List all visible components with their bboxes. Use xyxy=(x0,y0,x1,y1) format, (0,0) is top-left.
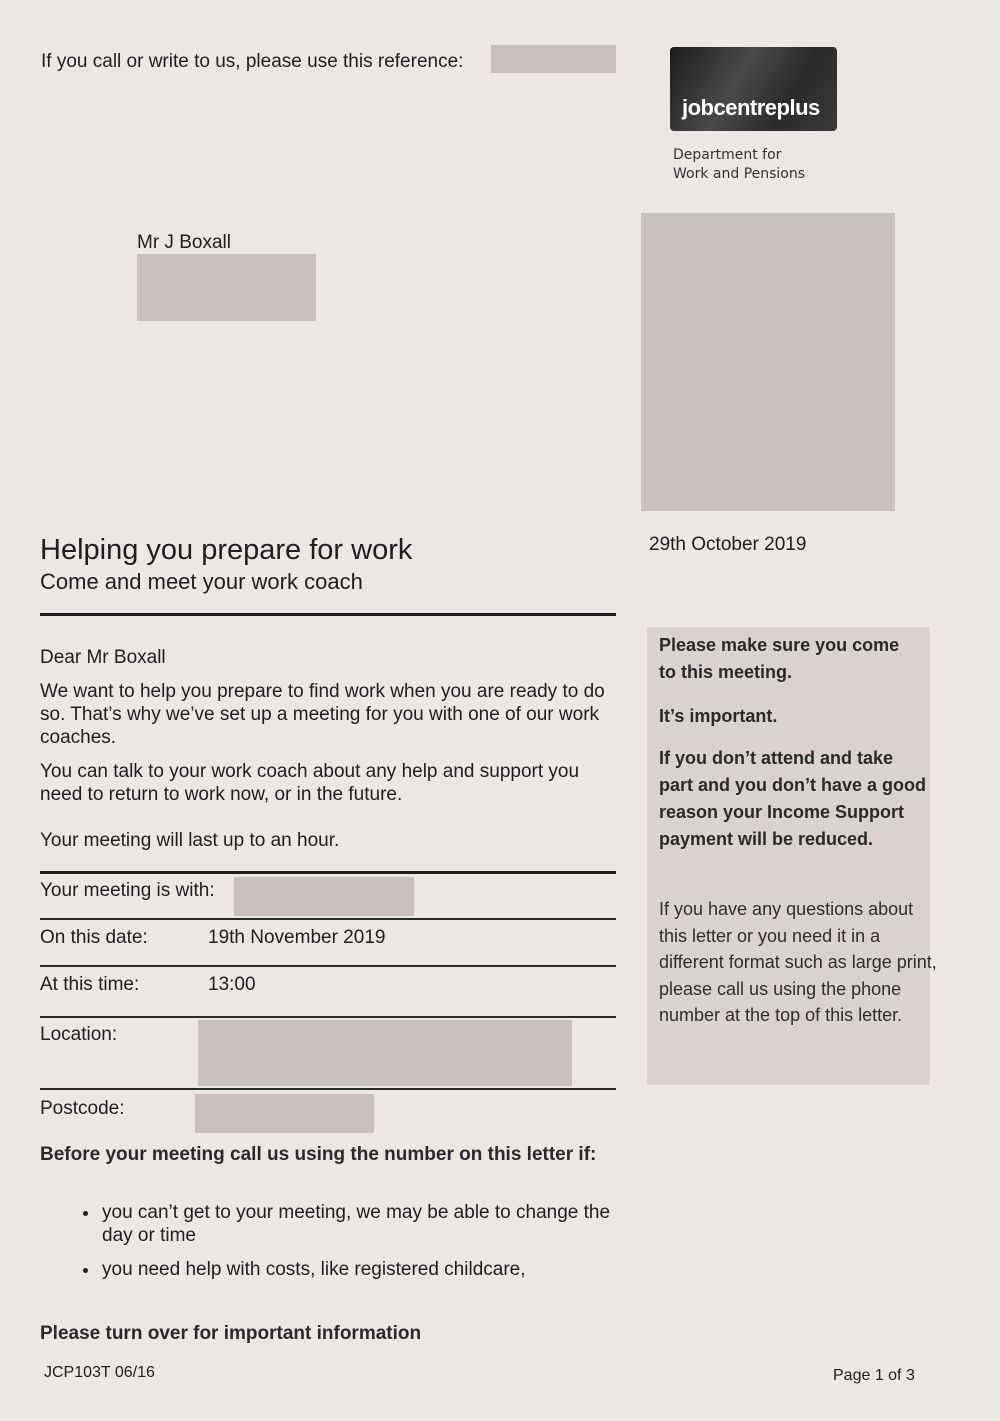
important-notice-panel xyxy=(647,627,937,1085)
department-name xyxy=(673,146,805,184)
dept-line-2: Work and Pensions xyxy=(673,166,806,182)
notice-sanction: If you don’t attend and take part and you don’t have a good reason your Income Support payment will be reduced. xyxy=(659,748,927,849)
salutation: Dear Mr Boxall xyxy=(40,647,166,668)
meeting-time-label: At this time: xyxy=(40,974,140,995)
jobcentreplus-logo xyxy=(670,47,837,131)
letter-subtitle: Come and meet your work coach xyxy=(40,569,363,594)
meeting-postcode-label: Postcode: xyxy=(40,1098,125,1119)
work-coach-redaction xyxy=(234,877,414,916)
meeting-date-label: On this date: xyxy=(40,927,148,948)
meeting-table-rule-4 xyxy=(40,1088,616,1090)
meeting-with-label: Your meeting is with: xyxy=(40,880,215,901)
location-redaction xyxy=(198,1020,572,1086)
letter-date: 29th October 2019 xyxy=(649,534,807,555)
address-redaction xyxy=(137,254,316,321)
before-meeting-heading: Before your meeting call us using the number on this letter if: xyxy=(40,1144,597,1165)
form-code: JCP103T 06/16 xyxy=(44,1364,155,1381)
title-divider xyxy=(40,613,616,616)
page-number: Page 1 of 3 xyxy=(833,1367,915,1384)
list-item: • you can’t get to your meeting, we may be able to change the day or time xyxy=(100,1201,620,1247)
body-paragraph-2: You can talk to your work coach about any help and support you need to return to work now, or in the future. xyxy=(40,761,580,805)
list-item: • you need help with costs, like registered childcare, xyxy=(100,1258,620,1281)
body-paragraph-1: We want to help you prepare to find work when you are ready to do so. That’s why we’ve set up a meeting for you with one of our work coaches. xyxy=(40,681,605,748)
body-paragraph-3: Your meeting will last up to an hour. xyxy=(40,830,340,851)
meeting-table-rule-1 xyxy=(40,918,616,920)
meeting-date-value: 19th November 2019 xyxy=(208,927,386,948)
letter-title: Helping you prepare for work xyxy=(40,534,413,566)
meeting-table-top-rule xyxy=(40,871,616,874)
office-address-redaction xyxy=(641,213,895,511)
reference-redaction xyxy=(491,45,616,73)
notice-questions: If you have any questions about this letter or you need it in a different format such as large print, please call us using the phone number at the top of this letter. xyxy=(659,899,937,1025)
logo-text: jobcentreplus xyxy=(682,95,820,120)
before-meeting-list xyxy=(40,1201,620,1292)
reference-label: If you call or write to us, please use this reference: xyxy=(41,51,464,72)
turn-over-notice: Please turn over for important information xyxy=(40,1323,422,1344)
recipient-name: Mr J Boxall xyxy=(137,232,231,253)
meeting-table-rule-3 xyxy=(40,1016,616,1018)
meeting-location-label: Location: xyxy=(40,1024,118,1045)
meeting-time-value: 13:00 xyxy=(208,974,256,995)
meeting-table-rule-2 xyxy=(40,965,616,967)
notice-important: It’s important. xyxy=(659,706,778,726)
dept-line-1: Department for xyxy=(673,147,782,163)
postcode-redaction xyxy=(195,1094,374,1133)
notice-attend: Please make sure you come to this meeting. xyxy=(659,635,900,682)
